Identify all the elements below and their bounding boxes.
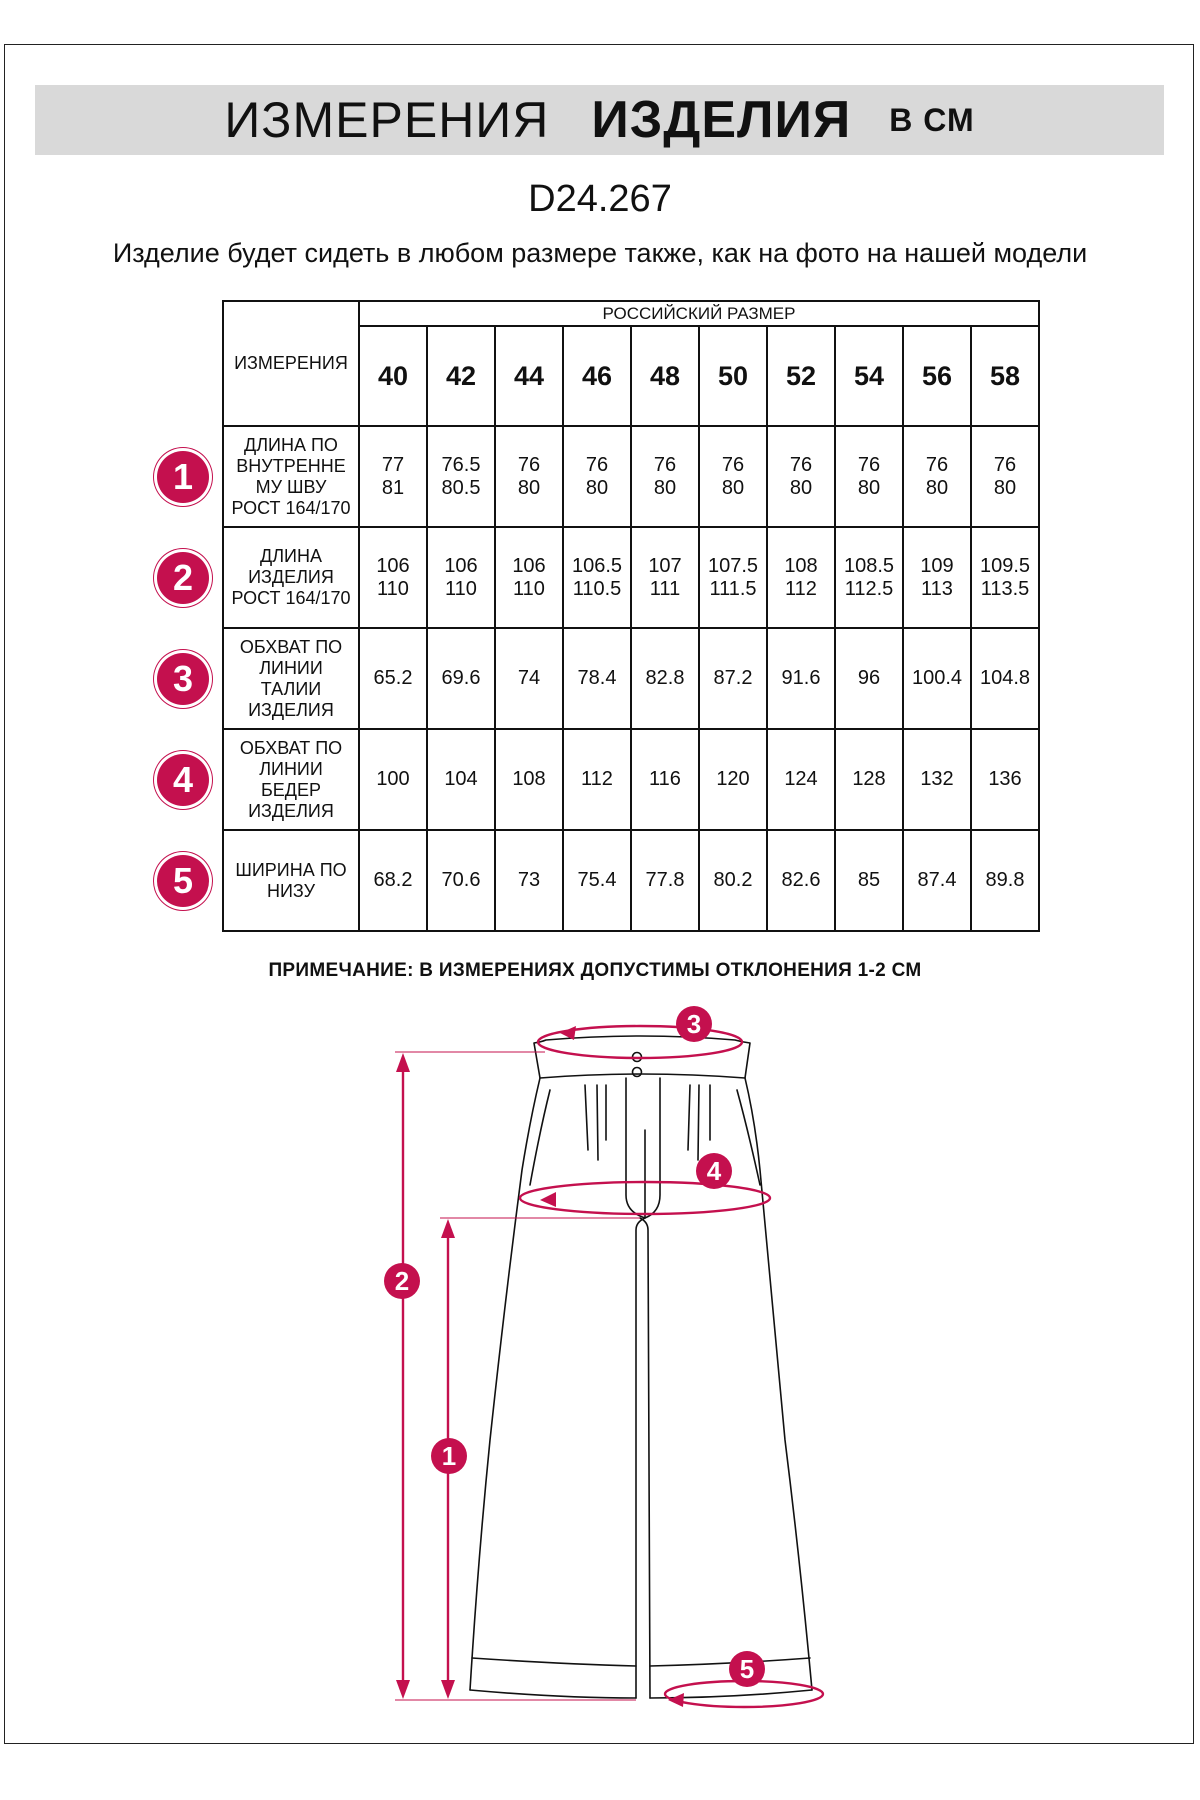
value-line: 106 [376,554,410,577]
value-line: 75.4 [577,869,617,891]
value-line: 110.5 [572,577,622,600]
value-line: 78.4 [577,667,617,689]
size-header-54: 54 [835,326,903,426]
value-line: 110 [445,577,477,600]
value-line: 76 [653,453,677,476]
left-inner-seam [636,1218,645,1698]
measurement-label-line: ОБХВАТ ПО [239,636,343,657]
value-line: 110 [513,577,545,600]
measurement-label-line: ВНУТРЕННЕ [236,455,346,476]
value-line: 80.2 [713,869,753,891]
row-number-badge: 1 [157,451,209,503]
measurement-label-line: ТАЛИИ [260,678,322,699]
value-line: 80 [653,476,677,499]
row-number-badge: 4 [157,754,209,806]
value-line: 82.8 [645,667,685,689]
value-line: 73 [517,869,541,891]
diagram-marker-5: 5 [729,1651,765,1687]
left-hem [470,1690,636,1698]
value-line: 89.8 [985,869,1025,891]
size-header-40: 40 [359,326,427,426]
value-line: 70.6 [441,869,481,891]
trousers-outline [470,1036,812,1698]
value-line: 85 [857,869,881,891]
row-number-badge: 5 [157,855,209,907]
measurement-label-line: ЛИНИИ [259,657,323,678]
left-cuff-line [472,1658,636,1666]
value-line: 76 [721,453,745,476]
value-line: 76.5 [441,453,481,476]
diagram-marker-3: 3 [676,1006,712,1042]
measurement-label-line: РОСТ 164/170 [231,497,351,518]
value-line: 109.5 [979,554,1031,577]
diagram-marker-1: 1 [431,1438,467,1474]
title-bold: ИЗДЕЛИЯ [591,91,852,149]
value-line: 82.6 [781,869,821,891]
measurement-label-line: ЛИНИИ [259,758,323,779]
value-line: 80 [993,476,1017,499]
measurement-label-line: РОСТ 164/170 [231,588,351,608]
value-line: 80 [721,476,745,499]
size-header-42: 42 [427,326,495,426]
value-line: 109 [920,554,954,577]
measurement-label-line: МУ ШВУ [255,476,327,497]
row-number-badge: 3 [157,653,209,705]
value-line: 110 [377,577,409,600]
value-line: 107 [648,554,682,577]
value-line: 107.5 [707,554,759,577]
value-line: 76 [517,453,541,476]
left-pocket [530,1090,550,1185]
size-header-46: 46 [563,326,631,426]
article-number: D24.267 [528,178,672,220]
value-line: 136 [988,768,1022,790]
value-line: 76 [925,453,949,476]
size-group-header: РОССИЙСКИЙ РАЗМЕР [359,301,1039,326]
value-line: 87.4 [917,869,957,891]
size-header-48: 48 [631,326,699,426]
measurements-header: ИЗМЕРЕНИЯ [223,301,359,426]
title-light: ИЗМЕРЕНИЯ [224,92,550,148]
right-side-seam [745,1078,812,1690]
value-line: 112.5 [844,577,894,600]
arrow-heads [396,1026,684,1707]
value-line: 80 [925,476,949,499]
size-header-56: 56 [903,326,971,426]
value-line: 77 [381,453,405,476]
measurement-label-line: ДЛИНА ПО [244,434,338,455]
value-line: 69.6 [441,667,481,689]
fly [626,1078,660,1218]
measurement-label-line: ИЗДЕЛИЯ [248,699,334,720]
size-header-52: 52 [767,326,835,426]
value-line: 80.5 [441,476,481,499]
value-line: 80 [789,476,813,499]
value-line: 112 [581,768,613,790]
value-line: 106 [444,554,478,577]
value-line: 113 [921,577,953,600]
value-line: 111 [649,577,681,600]
right-hem [650,1690,812,1698]
value-line: 108.5 [843,554,895,577]
value-line: 76 [993,453,1017,476]
value-line: 65.2 [373,667,413,689]
measurement-label-line: ШИРИНА ПО [235,859,347,880]
value-line: 68.2 [373,869,413,891]
value-line: 87.2 [713,667,753,689]
value-line: 124 [784,768,818,790]
left-side-seam [470,1078,540,1690]
value-line: 96 [857,667,881,689]
measurement-label-line: ОБХВАТ ПО [239,737,343,758]
value-line: 80 [585,476,609,499]
right-pleats [688,1085,710,1160]
size-header-44: 44 [495,326,563,426]
value-line: 104 [444,768,478,790]
value-line: 116 [649,768,681,790]
value-line: 111.5 [709,577,757,600]
value-line: 76 [857,453,881,476]
value-line: 100 [376,768,410,790]
value-line: 81 [381,476,405,499]
measurement-label-line: ИЗДЕЛИЯ [248,567,334,587]
measurement-label-line: БЕДЕР [260,779,322,800]
measurement-label-line: ИЗДЕЛИЯ [248,800,334,821]
button-bottom [633,1068,642,1077]
tolerance-note: ПРИМЕЧАНИЕ: В ИЗМЕРЕНИЯХ ДОПУСТИМЫ ОТКЛОНЕНИЯ 1-2 СМ [268,960,922,981]
value-line: 106 [512,554,546,577]
value-line: 132 [920,768,954,790]
value-line: 80 [857,476,881,499]
measurement-label-line: НИЗУ [266,880,316,901]
value-line: 113.5 [980,577,1030,600]
title-units: В СМ [889,101,975,138]
fit-note: Изделие будет сидеть в любом размере также, как на фото на нашей модели [112,238,1088,268]
size-header-58: 58 [971,326,1039,426]
value-line: 112 [785,577,817,600]
size-header-50: 50 [699,326,767,426]
value-line: 91.6 [781,667,821,689]
value-line: 108 [512,768,546,790]
value-line: 80 [517,476,541,499]
value-line: 120 [716,768,750,790]
row-number-badge: 2 [157,552,209,604]
value-line: 100.4 [911,667,963,689]
value-line: 128 [852,768,886,790]
value-line: 76 [789,453,813,476]
value-line: 76 [585,453,609,476]
value-line: 106.5 [571,554,623,577]
value-line: 74 [517,667,541,689]
diagram-marker-2: 2 [384,1263,420,1299]
value-line: 77.8 [645,869,685,891]
value-line: 108 [784,554,818,577]
right-inner-seam [640,1218,650,1698]
measurement-lines [395,1026,823,1707]
value-line: 104.8 [979,667,1031,689]
diagram-marker-4: 4 [696,1153,732,1189]
measurement-label-line: ДЛИНА [260,546,322,566]
left-pleats [585,1085,606,1160]
